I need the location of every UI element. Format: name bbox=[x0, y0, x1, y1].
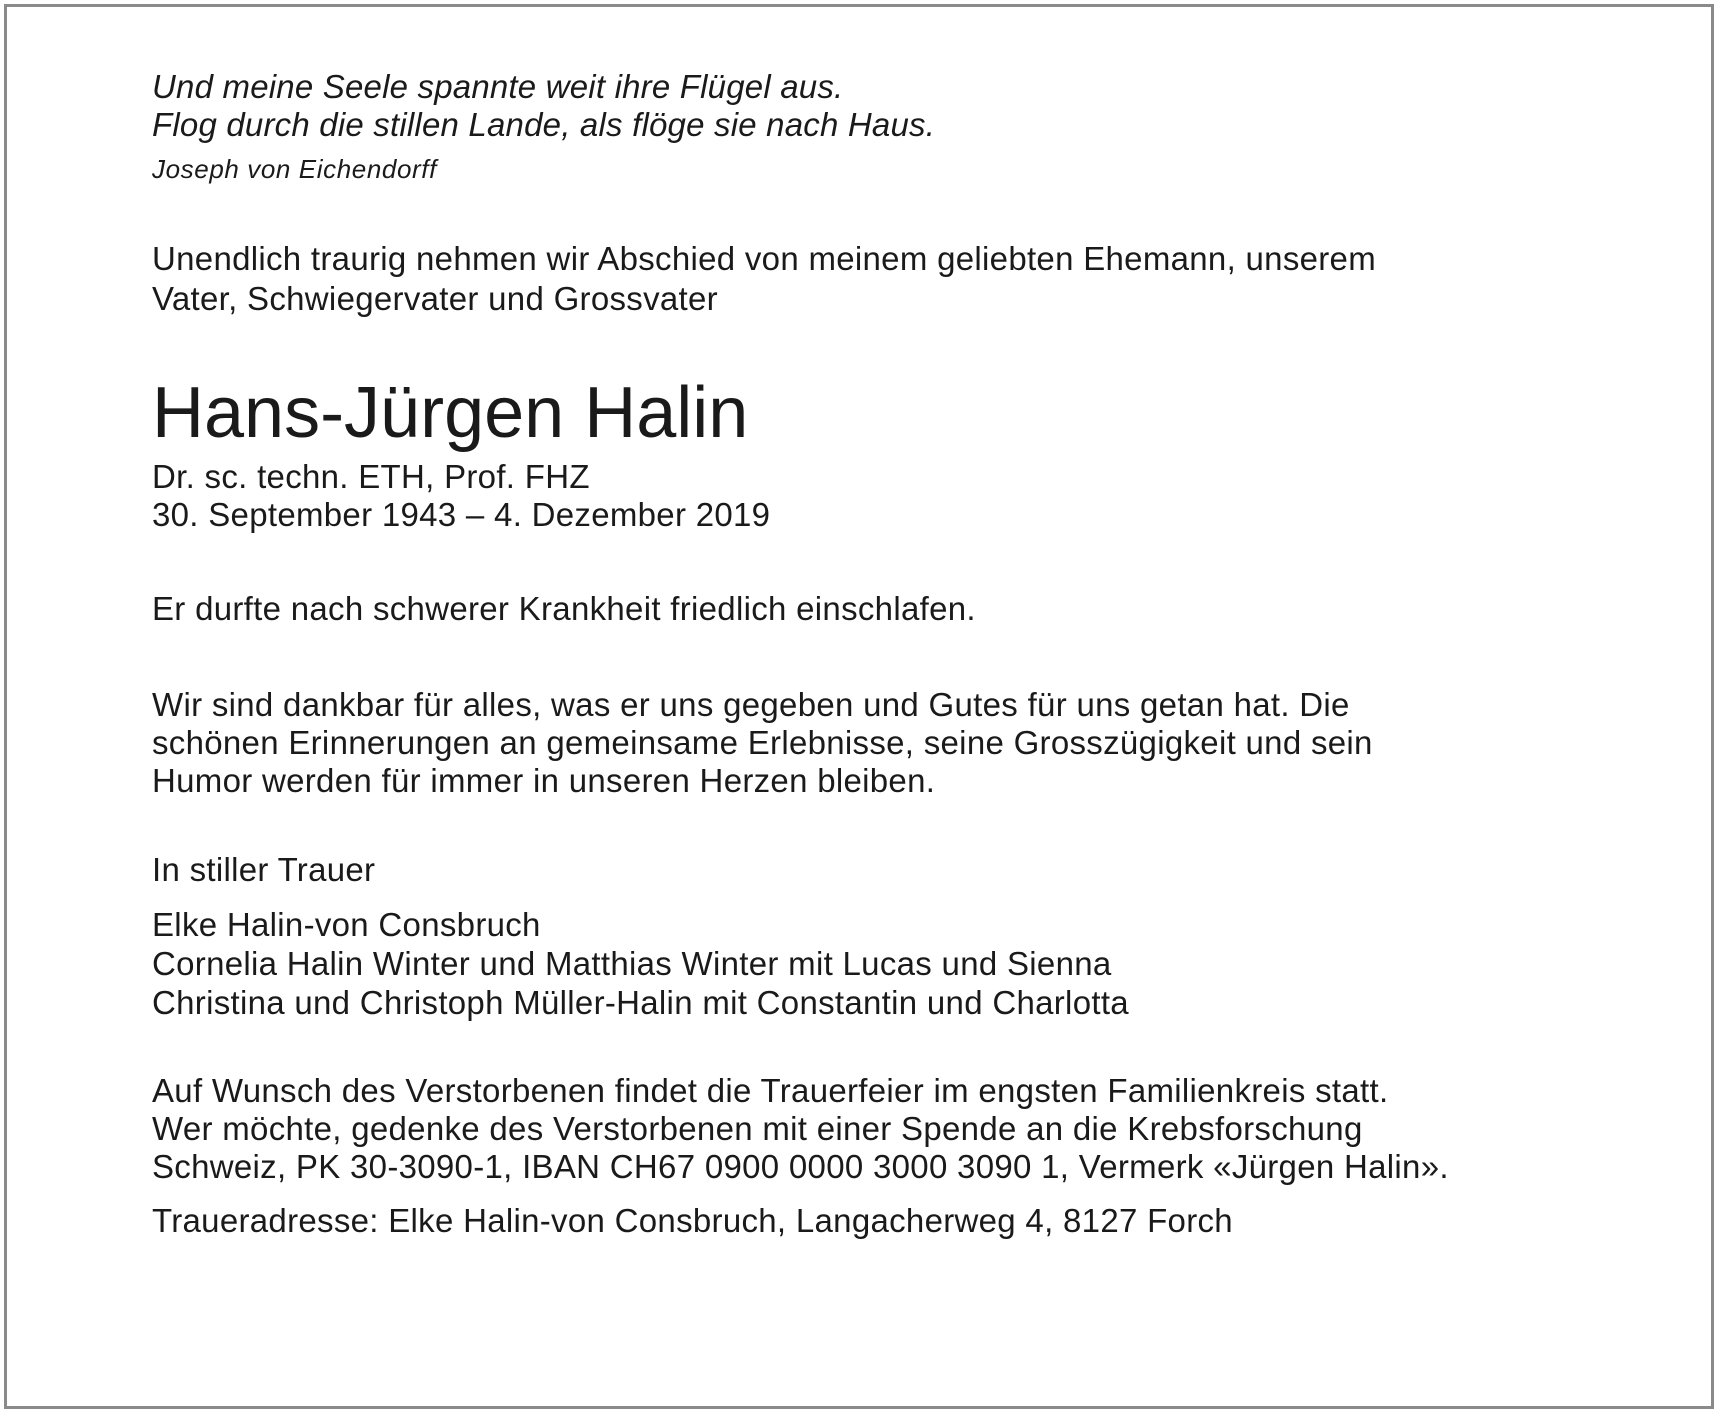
deceased-title: Dr. sc. techn. ETH, Prof. FHZ bbox=[152, 458, 590, 495]
motto-author: Joseph von Eichendorff bbox=[152, 154, 437, 184]
deceased-dates: 30. September 1943 – 4. Dezember 2019 bbox=[152, 496, 771, 533]
mourner-1: Elke Halin-von Consbruch bbox=[152, 906, 541, 943]
gratitude-line-1: Wir sind dankbar für alles, was er uns gegeben und Gutes für uns getan hat. Die bbox=[152, 686, 1350, 723]
mourner-2: Cornelia Halin Winter und Matthias Winter mit Lucas und Sienna bbox=[152, 945, 1112, 982]
intro-line-1: Unendlich traurig nehmen wir Abschied von meinem geliebten Ehemann, unserem bbox=[152, 240, 1377, 277]
motto-line-1: Und meine Seele spannte weit ihre Flügel aus. bbox=[152, 68, 844, 105]
ceremony-line-1: Auf Wunsch des Verstorbenen findet die Trauerfeier im engsten Familienkreis statt. bbox=[152, 1072, 1389, 1109]
mourner-3: Christina und Christoph Müller-Halin mit Constantin und Charlotta bbox=[152, 984, 1129, 1021]
deceased-name: Hans-Jürgen Halin bbox=[152, 373, 749, 453]
gratitude-line-2: schönen Erinnerungen an gemeinsame Erlebnisse, seine Grosszügigkeit und sein bbox=[152, 724, 1373, 761]
obituary-frame bbox=[4, 4, 1714, 1409]
mourning-address: Traueradresse: Elke Halin-von Consbruch, Langacherweg 4, 8127 Forch bbox=[152, 1202, 1233, 1239]
mourning-heading: In stiller Trauer bbox=[152, 851, 376, 888]
statement-text: Er durfte nach schwerer Krankheit friedlich einschlafen. bbox=[152, 590, 976, 627]
ceremony-line-3: Schweiz, PK 30-3090-1, IBAN CH67 0900 0000 3000 3090 1, Vermerk «Jürgen Halin». bbox=[152, 1148, 1449, 1185]
gratitude-line-3: Humor werden für immer in unseren Herzen bleiben. bbox=[152, 762, 936, 799]
ceremony-line-2: Wer möchte, gedenke des Verstorbenen mit einer Spende an die Krebsforschung bbox=[152, 1110, 1363, 1147]
intro-line-2: Vater, Schwiegervater und Grossvater bbox=[152, 280, 718, 317]
motto-line-2: Flog durch die stillen Lande, als flöge sie nach Haus. bbox=[152, 106, 936, 143]
